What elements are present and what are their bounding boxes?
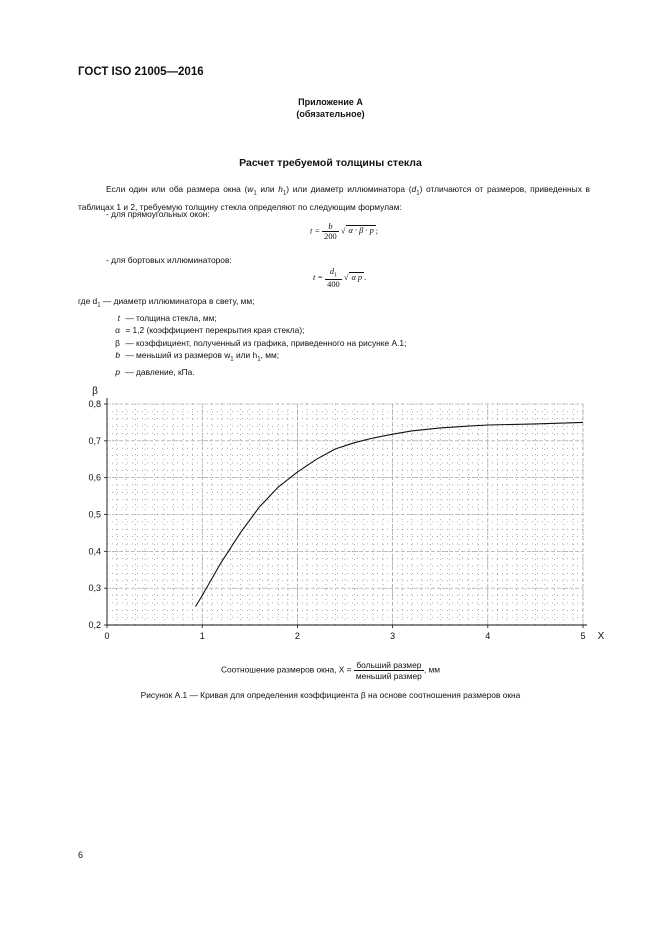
definition-row: p — давление, кПа. (115, 367, 195, 378)
appendix-status: (обязательное) (296, 109, 365, 119)
section-title: Расчет требуемой толщины стекла (239, 157, 422, 169)
definition-row: где $d_1$ — диаметр иллюминатора в свету, мм; (78, 296, 255, 309)
formula-round: t = $\frac{d_1}{400}$ √ α p . (313, 267, 367, 289)
definition-row: t — толщина стекла, мм; (117, 313, 217, 324)
appendix-title: Приложение А (298, 97, 363, 107)
intro-paragraph: Если один или оба размера окна ($w_1$ или $h_1$) или диаметр иллюминатора $(d_1)$ отличаются от размеров, приведенных в таблицах 1 и 2, требуемую толщину стекла определяют по следующим формулам: (78, 184, 591, 212)
figure-caption: Рисунок А.1 — Кривая для определения коэффициента β на основе соотношения размеров окна (140, 690, 521, 700)
x-tick-label: 2 (294, 631, 300, 641)
y-tick-label: 0,8 (88, 399, 101, 409)
page-number: 6 (78, 850, 84, 860)
y-tick-label: 0,4 (88, 546, 101, 557)
document-header: ГОСТ ISO 21005—2016 (78, 66, 204, 78)
round-windows-label: - для бортовых иллюминаторов: (106, 255, 232, 265)
x-axis-label: X (597, 631, 605, 642)
y-tick-label: 0,7 (88, 435, 101, 446)
definition-row: α = 1,2 (коэффициент перекрытия края стекла); (115, 325, 305, 336)
x-tick-label: 3 (390, 631, 396, 641)
x-tick-label: 1 (199, 631, 205, 641)
y-tick-label: 0,5 (88, 509, 101, 520)
x-tick-label: 0 (104, 631, 110, 641)
y-tick-label: 0,6 (88, 472, 101, 483)
y-tick-label: 0,2 (88, 620, 101, 630)
rect-windows-label: - для прямоугольных окон: (106, 209, 210, 219)
definition-row: β — коэффициент, полученный из графика, приведенного на рисунке А.1; (115, 337, 407, 348)
y-tick-label: 0,3 (88, 583, 101, 594)
x-axis-caption: Соотношение размеров окна, X = $\frac{\text{больший размер}}{\text{меньший размер}}$ , мм (220, 660, 441, 681)
beta-chart (70, 380, 630, 655)
x-tick-label: 5 (580, 631, 586, 641)
formula-rect: t = $\frac{b}{200}$ √ α · β · p ; (310, 222, 379, 241)
y-axis-label: β (92, 386, 98, 397)
definition-row: b — меньший из размеров $w_1$ или $h_1$, мм; (115, 350, 280, 363)
definitions-list (78, 295, 406, 379)
x-tick-label: 4 (485, 631, 491, 641)
